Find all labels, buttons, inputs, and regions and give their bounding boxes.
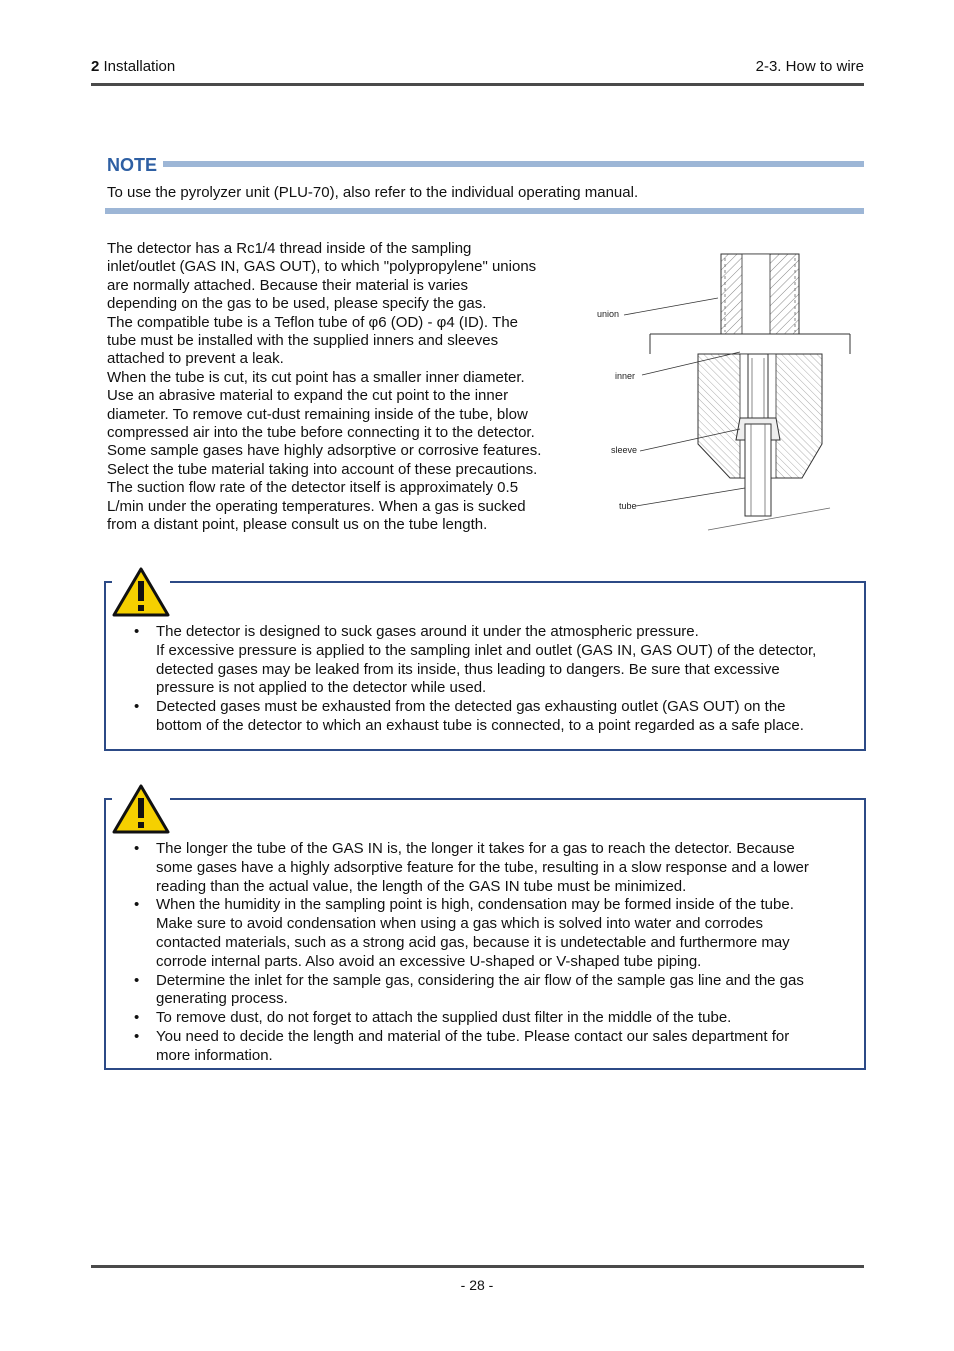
union-diagram: [590, 248, 860, 538]
intro-line: L/min under the operating temperatures. When a gas is sucked: [107, 497, 526, 515]
note-title: NOTE: [107, 155, 158, 175]
intro-line: The detector has a Rc1/4 thread inside of the sampling: [107, 240, 472, 257]
page-number: - 28 -: [460, 1277, 494, 1293]
warning-item: [130, 896, 844, 971]
intro-line: Select the tube material taking into account of these precautions.: [107, 460, 538, 478]
inner-insert: [748, 354, 768, 424]
warning-line: contacted materials, such as a strong acid gas, because it is undetectable and furthermore may: [156, 933, 790, 951]
leader-tube: [636, 488, 745, 506]
intro-line: The suction flow rate of the detector itself is approximately 0.5: [107, 479, 519, 497]
note-bar-bottom: [105, 208, 864, 214]
warning-line: pressure is not applied to the detector while used.: [156, 679, 487, 697]
warning-item: [130, 1028, 844, 1066]
page-header: [91, 58, 864, 76]
intro-line: from a distant point, please consult us on the tube length.: [107, 516, 488, 534]
intro-line: The compatible tube is a Teflon tube of φ6 (OD) - φ4 (ID). The: [107, 313, 519, 331]
intro-line: depending on the gas to be used, please specify the gas.: [107, 295, 487, 313]
warning-line: bottom of the detector to which an exhaust tube is connected, to a point regarded as a safe place.: [156, 716, 804, 734]
footer-divider: [91, 1265, 864, 1268]
warning-line: generating process.: [156, 990, 288, 1008]
warning-line: some gases have a highly adsorptive feature for the tube, resulting in a slow response and a lower: [156, 858, 809, 876]
tube-body: [745, 424, 771, 516]
note-text: To use the pyrolyzer unit (PLU-70), also refer to the individual operating manual.: [107, 184, 639, 201]
warning-box-tube: [104, 798, 866, 1070]
warning-line: Make sure to avoid condensation when using a gas which is solved into water and corrodes: [156, 915, 764, 933]
bullet: •: [134, 623, 140, 640]
warning-line: To remove dust, do not forget to attach the supplied dust filter in the middle of the tube.: [156, 1009, 732, 1027]
intro-line: diameter. To remove cut-dust remaining inside of the tube, blow: [107, 405, 528, 423]
warning-list: [130, 840, 844, 1066]
bullet: •: [134, 1009, 140, 1027]
label-union: union: [597, 309, 620, 319]
intro-line: tube must be installed with the supplied inners and sleeves: [107, 332, 499, 350]
chapter-number: 2: [91, 58, 100, 75]
intro-line: attached to prevent a leak.: [107, 350, 284, 368]
label-tube: tube: [619, 501, 637, 511]
chapter-title: Installation: [103, 58, 176, 75]
bullet: •: [134, 840, 140, 857]
warning-line: reading than the actual value, the length of the GAS IN tube must be minimized.: [156, 877, 687, 895]
warning-line: corrode internal parts. Also avoid an excessive U-shaped or V-shaped tube piping.: [156, 952, 702, 970]
intro-line: compressed air into the tube before connecting it to the detector.: [107, 424, 535, 442]
warning-line: When the humidity in the sampling point is high, condensation may be formed inside of the tube.: [156, 896, 794, 914]
warning-item: [130, 623, 844, 698]
warning-line: detected gases may be leaked from its inside, thus leading to dangers. Be sure that excessive: [156, 660, 780, 678]
leader-union: [624, 298, 718, 315]
intro-line: inlet/outlet (GAS IN, GAS OUT), to which "polypropylene" unions: [107, 258, 537, 276]
union-cross-section-figure: [590, 248, 860, 538]
header-divider: [91, 83, 864, 86]
bullet: •: [134, 896, 140, 914]
warning-line: The longer the tube of the GAS IN is, the longer it takes for a gas to reach the detector. Because: [156, 840, 795, 857]
label-sleeve: sleeve: [611, 445, 638, 455]
warning-box-pressure: [104, 581, 866, 751]
label-inner: inner: [615, 371, 636, 381]
bullet: •: [134, 1027, 140, 1045]
warning-triangle-icon: [112, 567, 170, 619]
warning-triangle-icon: [112, 784, 170, 836]
note-bar-top: [163, 161, 864, 167]
warning-item: [130, 698, 844, 736]
warning-line: Determine the inlet for the sample gas, considering the air flow of the sample gas line and the gas: [156, 971, 804, 989]
warning-list: [130, 623, 844, 736]
intro-line: Some sample gases have highly adsorptive or corrosive features.: [107, 442, 542, 460]
warning-line: Detected gases must be exhausted from the detected gas exhausting outlet (GAS OUT) on the: [156, 698, 786, 716]
intro-line: are normally attached. Because their material is varies: [107, 276, 468, 294]
warning-line: If excessive pressure is applied to the sampling inlet and outlet (GAS IN, GAS OUT) of the detector,: [156, 641, 817, 659]
warning-line: You need to decide the length and material of the tube. Please contact our sales department for: [156, 1027, 790, 1045]
header-chapter: [91, 58, 175, 75]
union-bore: [742, 254, 770, 334]
warning-line: more information.: [156, 1046, 273, 1064]
bullet: •: [134, 698, 140, 716]
warning-item: [130, 1009, 844, 1028]
intro-line: When the tube is cut, its cut point has a smaller inner diameter.: [107, 368, 525, 386]
bullet: •: [134, 971, 140, 989]
intro-paragraph: [107, 240, 577, 535]
warning-item: [130, 840, 844, 896]
header-section: 2-3. How to wire: [755, 58, 864, 75]
warning-line: The detector is designed to suck gases around it under the atmospheric pressure.: [156, 623, 699, 640]
intro-line: Use an abrasive material to expand the cut point to the inner: [107, 387, 509, 405]
warning-item: [130, 972, 844, 1010]
